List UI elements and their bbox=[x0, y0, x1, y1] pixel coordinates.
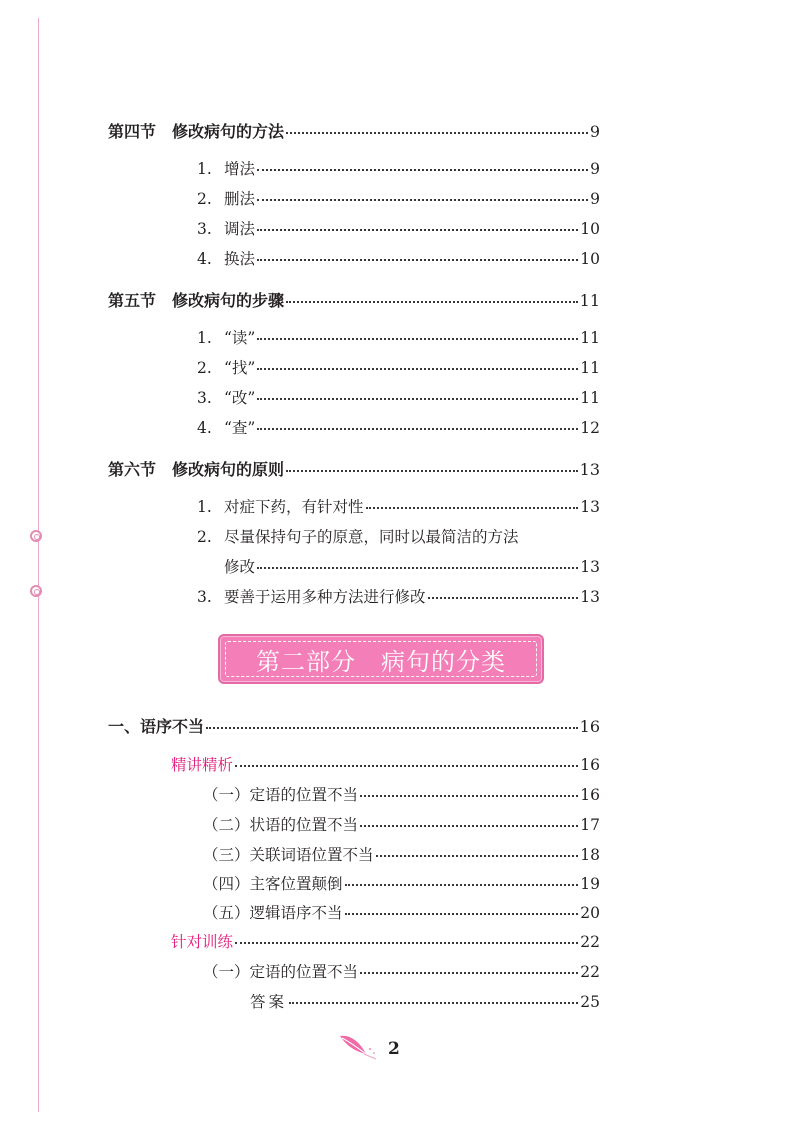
toc-item[interactable]: （二）状语的位置不当 17 bbox=[203, 816, 600, 834]
toc-item[interactable]: （一）定语的位置不当 16 bbox=[203, 786, 600, 804]
toc-item-continuation[interactable]: 修改 13 bbox=[224, 558, 600, 576]
toc-item[interactable]: （五）逻辑语序不当 20 bbox=[203, 904, 600, 922]
toc-item[interactable]: 3. 要善于运用多种方法进行修改 13 bbox=[197, 588, 600, 606]
toc-item[interactable]: （四）主客位置颠倒 19 bbox=[203, 875, 600, 893]
toc-item[interactable]: 1. 对症下药，有针对性 13 bbox=[197, 498, 600, 516]
toc-item[interactable]: 2. “找” 11 bbox=[197, 359, 600, 377]
toc-item[interactable]: 4. 换法 10 bbox=[197, 250, 600, 268]
toc-chapter-heading[interactable]: 一、语序不当 16 bbox=[108, 717, 600, 736]
toc-item[interactable]: （三）关联词语位置不当 18 bbox=[203, 846, 600, 864]
toc-item[interactable]: 3. “改” 11 bbox=[197, 389, 600, 407]
toc-item[interactable]: 3. 调法 10 bbox=[197, 220, 600, 238]
binder-ring-icon bbox=[30, 530, 42, 542]
toc-item[interactable]: （一）定语的位置不当 22 bbox=[203, 963, 600, 981]
toc-section-4[interactable]: 第四节 修改病句的方法 9 bbox=[108, 122, 600, 141]
part-banner bbox=[218, 634, 544, 684]
toc-section-6[interactable]: 第六节 修改病句的原则 13 bbox=[108, 460, 600, 479]
toc-subsection-training[interactable]: 针对训练 22 bbox=[171, 933, 600, 951]
toc-item[interactable]: 2. 删法 9 bbox=[197, 190, 600, 208]
feather-icon bbox=[336, 1032, 380, 1062]
toc-item[interactable]: 1. 增法 9 bbox=[197, 160, 600, 178]
page-number: 2 bbox=[388, 1039, 400, 1059]
binder-ring-icon bbox=[30, 585, 42, 597]
toc-section-5[interactable]: 第五节 修改病句的步骤 11 bbox=[108, 291, 600, 310]
toc-item-answer[interactable]: 答案 25 bbox=[250, 993, 600, 1011]
margin-line bbox=[38, 18, 39, 1112]
toc-subsection-analysis[interactable]: 精讲精析 16 bbox=[171, 756, 600, 774]
toc-item[interactable]: 4. “查” 12 bbox=[197, 419, 600, 437]
toc-item-first-line[interactable]: 2. 尽量保持句子的原意，同时以最简洁的方法 bbox=[197, 528, 519, 546]
toc-item[interactable]: 1. “读” 11 bbox=[197, 329, 600, 347]
part-banner-title: 第二部分 病句的分类 bbox=[225, 641, 537, 677]
